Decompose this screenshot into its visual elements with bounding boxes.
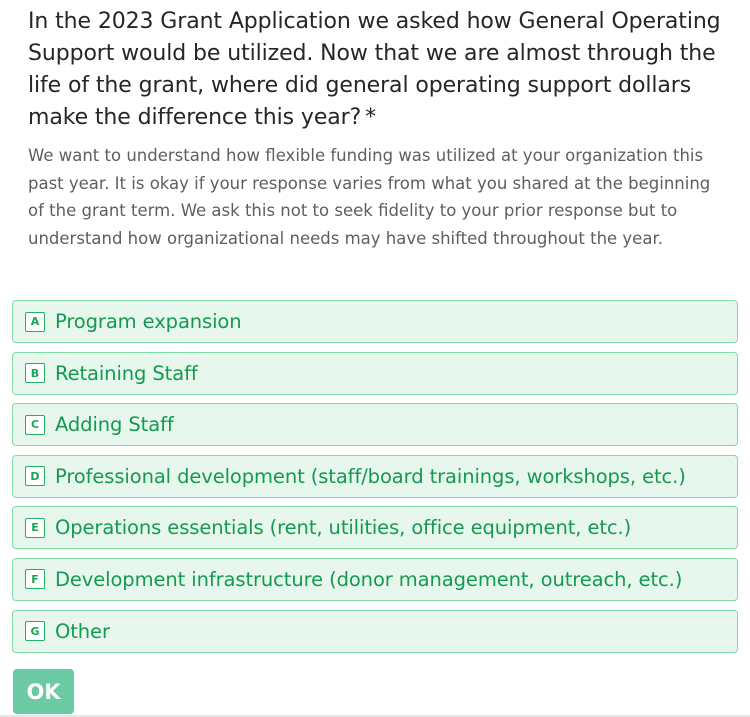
- choice-label: Development infrastructure (donor management, outreach, etc.): [55, 567, 683, 591]
- choice-label: Retaining Staff: [55, 361, 198, 385]
- question-title: [28, 6, 736, 134]
- choice-key-badge: E: [25, 518, 45, 538]
- ok-button[interactable]: OK: [13, 669, 74, 714]
- choice-option-f[interactable]: [12, 558, 738, 601]
- choice-key-badge: B: [25, 363, 45, 383]
- choice-option-d[interactable]: [12, 455, 738, 498]
- choice-option-e[interactable]: [12, 506, 738, 549]
- required-mark: *: [365, 105, 377, 130]
- question-description: We want to understand how flexible funding was utilized at your organization this past year. It is okay if your response varies from what you shared at the beginning of the grant term. We ask this not to seek fidelity to your prior response but to understand how organizational needs may have shifted throughout the year.: [28, 146, 711, 248]
- choice-option-g[interactable]: [12, 610, 738, 653]
- choice-label: Adding Staff: [55, 413, 174, 437]
- question-text: In the 2023 Grant Application we asked how General Operating Support would be utilized. Now that we are almost through the life of the grant, where did general operating support dollars make the difference this year?: [28, 9, 721, 130]
- choice-key-badge: G: [25, 621, 45, 641]
- choice-label: Operations essentials (rent, utilities, office equipment, etc.): [55, 516, 632, 540]
- choice-option-a[interactable]: [12, 300, 738, 343]
- choice-label: Other: [55, 619, 110, 643]
- choice-label: Program expansion: [55, 310, 242, 333]
- choice-key-badge: C: [25, 415, 45, 435]
- choice-list: [12, 300, 738, 661]
- choice-option-b[interactable]: [12, 352, 738, 395]
- choice-key-badge: F: [25, 569, 45, 589]
- choice-key-badge: D: [25, 466, 45, 486]
- choice-option-c[interactable]: [12, 403, 738, 446]
- choice-key-badge: A: [25, 312, 45, 332]
- choice-label: Professional development (staff/board trainings, workshops, etc.): [55, 464, 686, 488]
